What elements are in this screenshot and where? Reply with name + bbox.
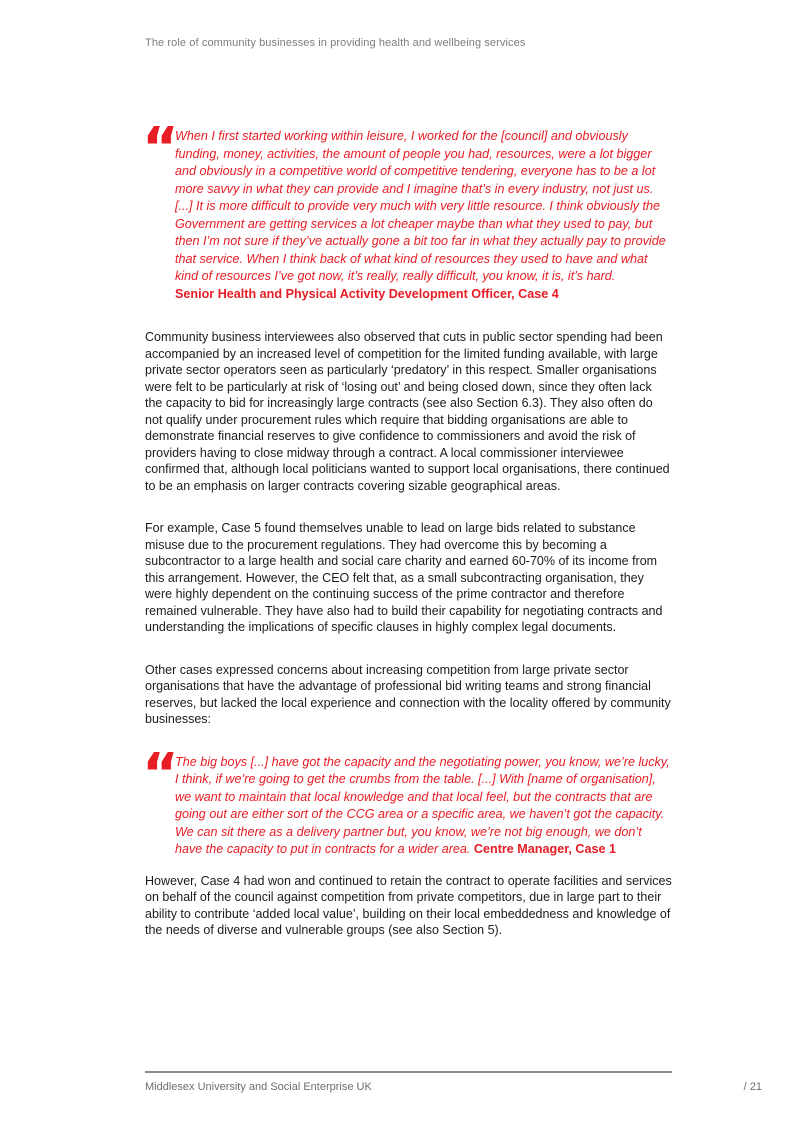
pull-quote-1-text: When I first started working within leisure, I worked for the [council] and obviously funding, money, activities, the amount of people you had, resources, were a lot bigger and obviously in a competitive world of competitive tendering, everyone has to be a lot more savvy in what they can provide and I imagine that’s in every industry, not just us. [...] It is more difficult to provide very much with very little resource. I think obviously the Government are getting services a lot cheaper maybe than what they used to pay, but then I’m not sure if they’ve actually gone a bit too far in what they actually pay to provide that service. When I think back of what kind of resources they used to have and what kind of resources I’ve got now, it’s really, really difficult, you know, it is, it’s hard.	[175, 129, 666, 283]
pull-quote-1-attribution: Senior Health and Physical Activity Development Officer, Case 4	[175, 286, 559, 301]
body-paragraph-1: Community business interviewees also observed that cuts in public sector spending had been accompanied by an increased level of competition for the limited funding available, with large private sector operators seen as particularly ‘predatory’ in this respect. Smaller organisations were felt to be particularly at risk of ‘losing out’ and being closed down, since they often lack the capacity to bid for increasingly large contracts (see also Section 6.3). They also often do not qualify under procurement rules which require that bidding organisations are able to demonstrate financial reserves to give confidence to commissioners and avoid the risk of providers having to close midway through a contract. A local commissioner interviewee confirmed that, although local politicians wanted to support local organisations, there continued to be an emphasis on larger contracts covering sizable geographical areas.	[145, 330, 670, 493]
pull-quote-2-attribution: Centre Manager, Case 1	[473, 842, 617, 856]
footer-divider	[145, 1071, 672, 1073]
quote-mark-icon: “	[142, 116, 181, 181]
page-content	[142, 116, 672, 939]
pull-quote-2-text: The big boys [...] have got the capacity and the negotiating power, you know, we’re lucky, I think, if we’re going to get the crumbs from the table. [...] With [name of organisation], we want to maintain that local knowledge and that local feel, but the contracts that are going out are either sort of the CCG area or a specific area, we haven’t got the capacity. We can sit there as a delivery partner but, you know, we’re not big enough, we don’t have the capacity to put in contracts for a wider area.	[175, 754, 670, 856]
footer-publisher: Middlesex University and Social Enterprise UK	[145, 1081, 372, 1093]
running-header: The role of community businesses in providing health and wellbeing services	[145, 37, 526, 49]
pull-quote-1	[142, 116, 672, 303]
pull-quote-2	[142, 741, 672, 859]
body-paragraph-4: However, Case 4 had won and continued to retain the contract to operate facilities and services on behalf of the council against competition from private competitors, due in large part to their ability to contribute ‘added local value’, building on their local embeddedness and knowledge of the needs of diverse and vulnerable groups (see also Section 5).	[145, 873, 672, 937]
body-paragraph-2: For example, Case 5 found themselves unable to lead on large bids related to substance misuse due to the procurement regulations. They had overcome this by becoming a subcontractor to a large health and social care charity and earned 60-70% of its income from this arrangement. However, the CEO felt that, as a small subcontracting organisation, they were highly dependent on the continuing success of the prime contractor and therefore remained vulnerable. They have also had to build their capability for negotiating contracts and understanding the implications of specific clauses in highly complex legal documents.	[145, 521, 663, 634]
footer-page-number: / 21	[743, 1081, 762, 1093]
body-paragraph-3: Other cases expressed concerns about increasing competition from large private sector organisations that have the advantage of professional bid writing teams and strong financial reserves, but lacked the local experience and connection with the locality offered by community businesses:	[145, 662, 671, 726]
quote-mark-icon: “	[142, 741, 181, 807]
